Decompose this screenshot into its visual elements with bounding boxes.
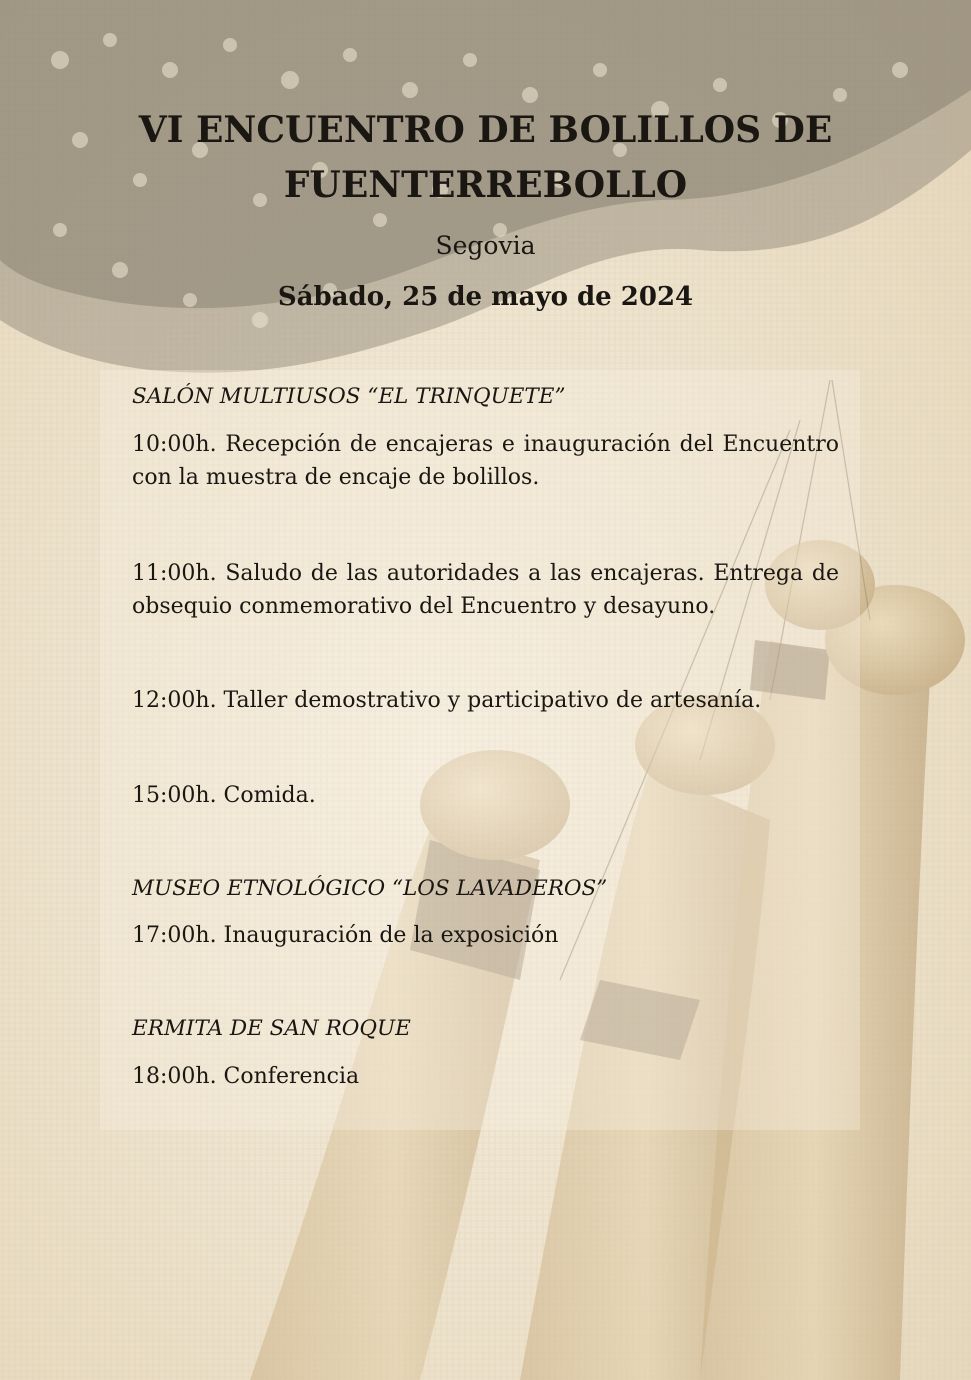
- event-date: Sábado, 25 de mayo de 2024: [277, 282, 694, 312]
- event-title-line1: VI ENCUENTRO DE BOLILLOS DE: [138, 109, 833, 151]
- schedule-item: 12:00h. Taller demostrativo y participativo de artesanía.: [132, 688, 762, 713]
- venue-heading-ermita: ERMITA DE SAN ROQUE: [132, 1016, 411, 1041]
- schedule-item: 15:00h. Comida.: [132, 783, 316, 808]
- schedule-item: 10:00h. Recepción de encajeras e inauguración del Encuentro con la muestra de encaje de bolillos.: [132, 432, 839, 490]
- event-location: Segovia: [435, 231, 536, 260]
- schedule-item: 11:00h. Saludo de las autoridades a las encajeras. Entrega de obsequio conmemorativo del Encuentro y desayuno.: [132, 561, 839, 619]
- schedule-item: 17:00h. Inauguración de la exposición: [132, 923, 559, 948]
- venue-heading-lavaderos: MUSEO ETNOLÓGICO “LOS LAVADEROS”: [132, 876, 608, 901]
- event-title-line2: FUENTERREBOLLO: [283, 164, 688, 206]
- venue-heading-trinquete: SALÓN MULTIUSOS “EL TRINQUETE”: [132, 384, 566, 409]
- schedule-item: 18:00h. Conferencia: [132, 1064, 360, 1089]
